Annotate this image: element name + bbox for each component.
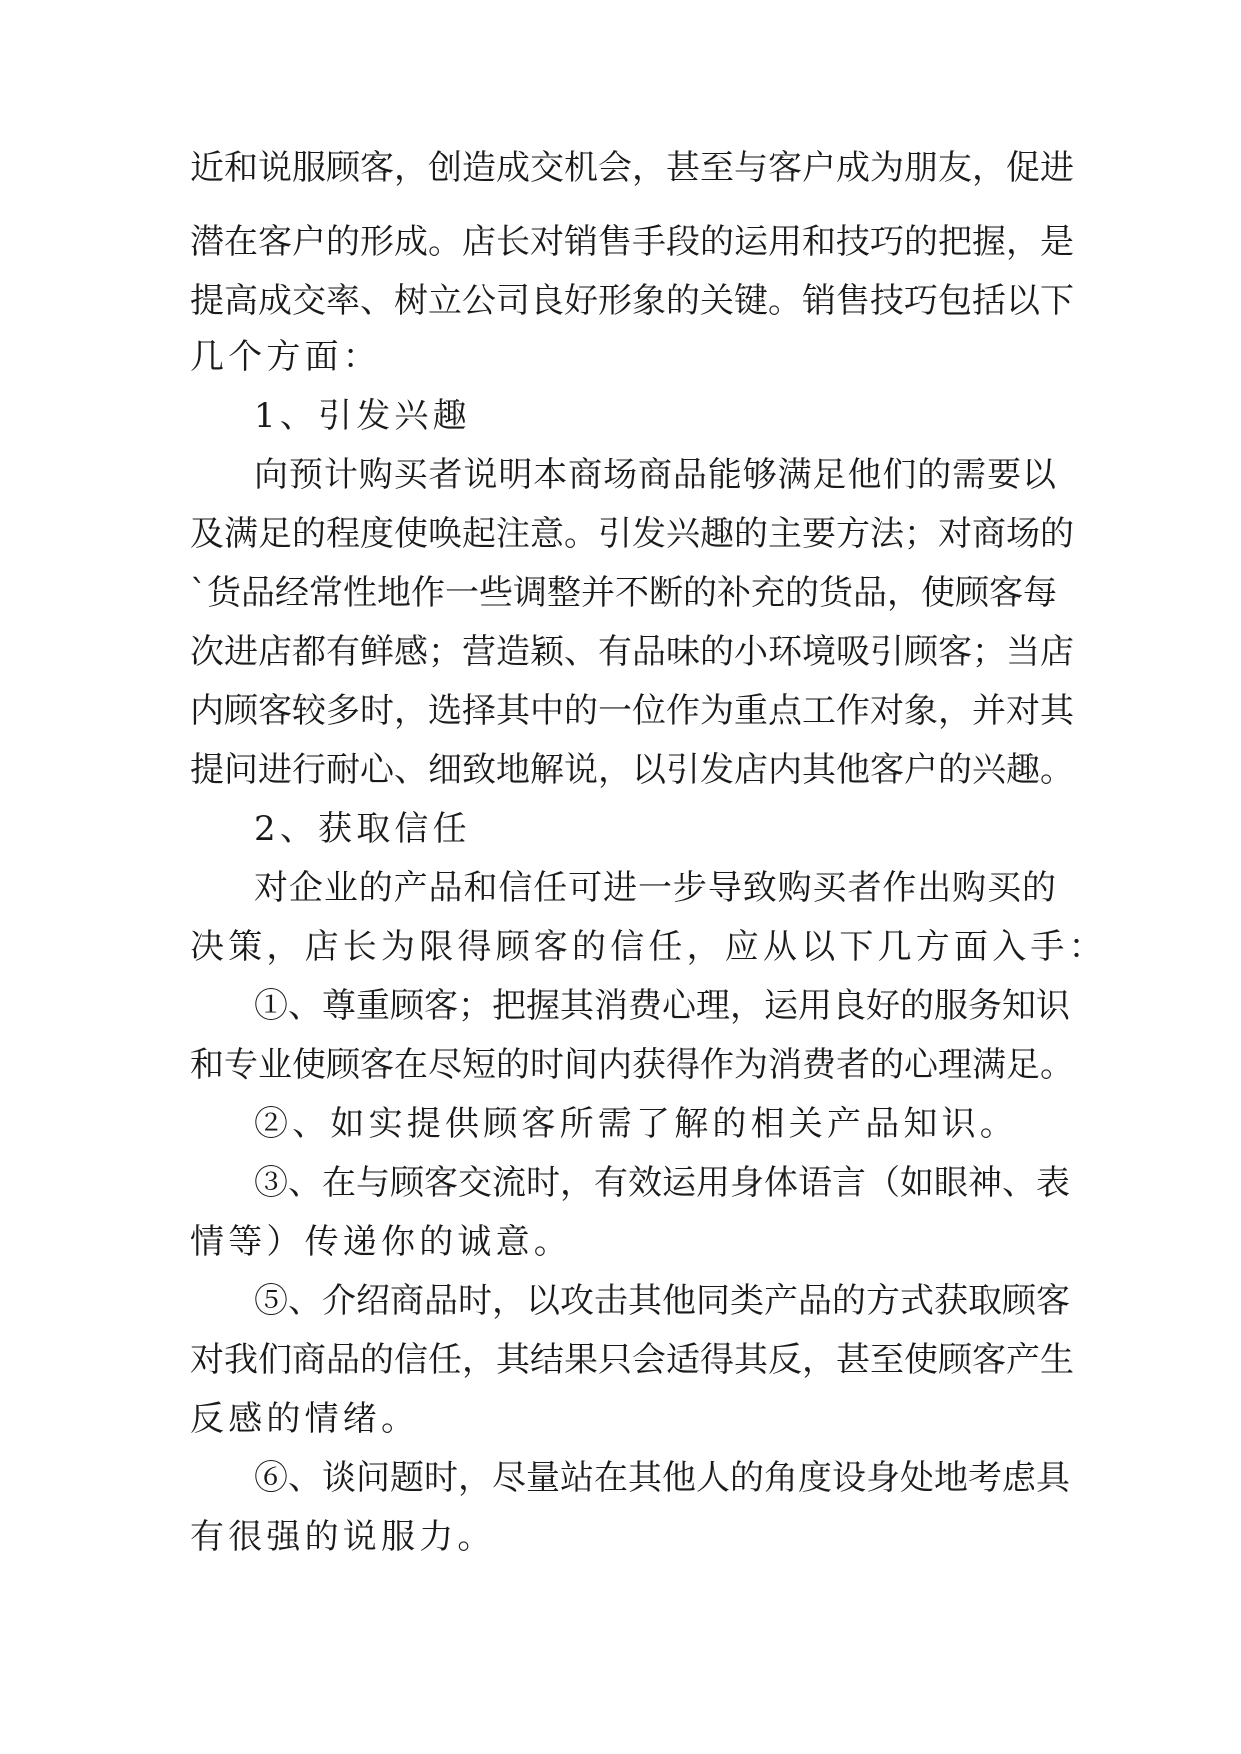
paragraph-line: 对企业的产品和信任可进一步导致购买者作出购买的 bbox=[254, 868, 1056, 908]
list-item-line: ①、尊重顾客；把握其消费心理，运用良好的服务知识 bbox=[254, 986, 1070, 1026]
list-item-line: 反感的情绪。 bbox=[190, 1399, 420, 1439]
list-item-line: ⑤、介绍商品时，以攻击其他同类产品的方式获取顾客 bbox=[254, 1281, 1070, 1321]
paragraph-line: 内顾客较多时，选择其中的一位作为重点工作对象，并对其 bbox=[190, 691, 1074, 731]
paragraph-line: 决策，店长为限得顾客的信任，应从以下几方面入手： bbox=[190, 927, 1107, 967]
paragraph-line: 及满足的程度使唤起注意。引发兴趣的主要方法；对商场的 bbox=[190, 514, 1074, 554]
list-item-line: ②、如实提供顾客所需了解的相关产品知识。 bbox=[254, 1104, 1018, 1144]
paragraph-line: 次进店都有鲜感；营造颖、有品味的小环境吸引顾客；当店 bbox=[190, 632, 1074, 672]
paragraph-line: 提高成交率、树立公司良好形象的关键。销售技巧包括以下 bbox=[190, 281, 1074, 321]
list-item-line: 情等）传递你的诚意。 bbox=[190, 1222, 572, 1262]
paragraph-line: 潜在客户的形成。店长对销售手段的运用和技巧的把握，是 bbox=[190, 222, 1074, 262]
paragraph-line: 向预计购买者说明本商场商品能够满足他们的需要以 bbox=[254, 455, 1056, 495]
paragraph-line: 几个方面： bbox=[190, 337, 381, 377]
paragraph-line: 近和说服顾客，创造成交机会，甚至与客户成为朋友，促进 bbox=[190, 148, 1074, 188]
list-item-line: ③、在与顾客交流时，有效运用身体语言（如眼神、表 bbox=[254, 1163, 1070, 1203]
list-item-line: ⑥、谈问题时，尽量站在其他人的角度设身处地考虑具 bbox=[254, 1458, 1070, 1498]
section-heading-1: 1、引发兴趣 bbox=[254, 396, 471, 436]
list-item-line: 和专业使顾客在尽短的时间内获得作为消费者的心理满足。 bbox=[190, 1045, 1074, 1085]
paragraph-line: 提问进行耐心、细致地解说，以引发店内其他客户的兴趣。 bbox=[190, 750, 1074, 790]
paragraph-line: `货品经常性地作一些调整并不断的补充的货品，使顾客每 bbox=[190, 573, 1057, 613]
list-item-line: 对我们商品的信任，其结果只会适得其反，甚至使顾客产生 bbox=[190, 1340, 1074, 1380]
section-heading-2: 2、获取信任 bbox=[254, 809, 471, 849]
list-item-line: 有很强的说服力。 bbox=[190, 1517, 496, 1557]
